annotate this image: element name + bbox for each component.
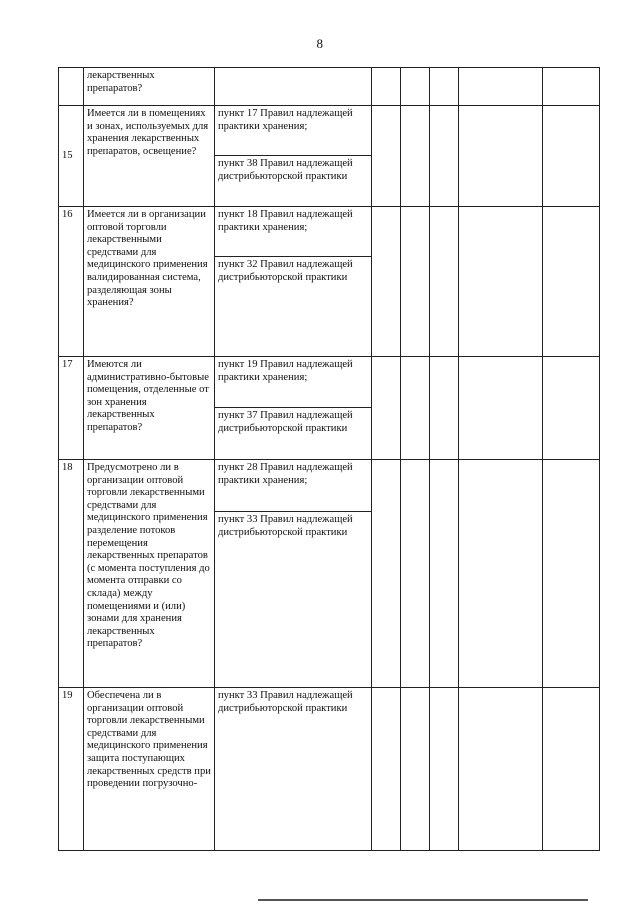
reference-cell: пункт 32 Правил надлежащей дистрибьюторской практики (215, 257, 372, 357)
page-bottom-rule (258, 899, 588, 901)
answer-no-cell[interactable] (401, 357, 430, 460)
answer-no-cell[interactable] (401, 688, 430, 851)
row-number-cell: 19 (59, 688, 84, 851)
table-row-15 (59, 106, 600, 156)
comment-cell[interactable] (543, 207, 600, 357)
answer-yes-cell[interactable] (372, 357, 401, 460)
reference-cell: пункт 37 Правил надлежащей дистрибьюторской практики (215, 408, 372, 460)
reference-cell: пункт 38 Правил надлежащей дистрибьюторской практики (215, 156, 372, 207)
row-number-cell: 15 (59, 106, 84, 207)
table-row-continued (59, 68, 600, 106)
answer-yes-cell[interactable] (372, 106, 401, 207)
table-row-17 (59, 357, 600, 408)
reference-cell (215, 68, 372, 106)
answer-yes-cell[interactable] (372, 688, 401, 851)
reference-cell: пункт 33 Правил надлежащей дистрибьюторской практики (215, 512, 372, 688)
question-cell: лекарственных препаратов? (84, 68, 215, 106)
answer-no-cell[interactable] (401, 207, 430, 357)
reference-cell: пункт 19 Правил надлежащей практики хранения; (215, 357, 372, 408)
row-number-cell: 16 (59, 207, 84, 357)
row-number-cell: 18 (59, 460, 84, 688)
reference-cell: пункт 17 Правил надлежащей практики хранения; (215, 106, 372, 156)
page-number: 8 (316, 36, 324, 51)
answer-na-cell[interactable] (430, 357, 459, 460)
checklist-table (58, 67, 600, 851)
comment-cell[interactable] (543, 357, 600, 460)
note-cell[interactable] (459, 688, 543, 851)
answer-na-cell[interactable] (430, 688, 459, 851)
row-number-cell (59, 68, 84, 106)
question-cell: Имеются ли административно-бытовые помещения, отделенные от зон хранения лекарственных препаратов? (84, 357, 215, 460)
note-cell[interactable] (459, 106, 543, 207)
answer-no-cell[interactable] (401, 68, 430, 106)
note-cell[interactable] (459, 357, 543, 460)
answer-na-cell[interactable] (430, 207, 459, 357)
comment-cell[interactable] (543, 688, 600, 851)
answer-yes-cell[interactable] (372, 207, 401, 357)
question-cell: Обеспечена ли в организации оптовой торговли лекарственными средствами для медицинского применения защита поступающих лекарственных средств при проведении погрузочно- (84, 688, 215, 851)
answer-no-cell[interactable] (401, 106, 430, 207)
row-number-cell: 17 (59, 357, 84, 460)
answer-na-cell[interactable] (430, 460, 459, 688)
reference-cell: пункт 28 Правил надлежащей практики хранения; (215, 460, 372, 512)
note-cell[interactable] (459, 460, 543, 688)
note-cell[interactable] (459, 68, 543, 106)
answer-no-cell[interactable] (401, 460, 430, 688)
question-cell: Предусмотрено ли в организации оптовой торговли лекарственными средствами для медицинского применения разделение потоков перемещения лекарственных препаратов (с момента поступления до момента отправки со склада) между помещениями и (или) зонами для хранения лекарственных препаратов? (84, 460, 215, 688)
table-row-16 (59, 207, 600, 257)
table-row-18 (59, 460, 600, 512)
answer-yes-cell[interactable] (372, 460, 401, 688)
comment-cell[interactable] (543, 68, 600, 106)
reference-cell: пункт 33 Правил надлежащей дистрибьюторской практики (215, 688, 372, 851)
table-row-19 (59, 688, 600, 851)
answer-na-cell[interactable] (430, 68, 459, 106)
reference-cell: пункт 18 Правил надлежащей практики хранения; (215, 207, 372, 257)
question-cell: Имеется ли в организации оптовой торговли лекарственными средствами для медицинского применения валидированная система, разделяющая зоны хранения? (84, 207, 215, 357)
answer-yes-cell[interactable] (372, 68, 401, 106)
comment-cell[interactable] (543, 460, 600, 688)
comment-cell[interactable] (543, 106, 600, 207)
answer-na-cell[interactable] (430, 106, 459, 207)
question-cell: Имеется ли в помещениях и зонах, используемых для хранения лекарственных препаратов, освещение? (84, 106, 215, 207)
note-cell[interactable] (459, 207, 543, 357)
